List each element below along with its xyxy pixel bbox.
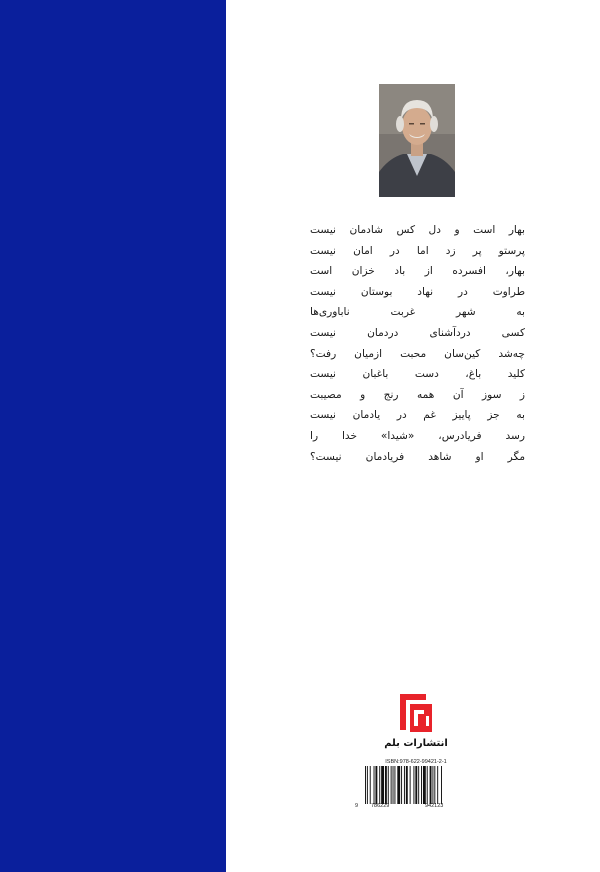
isbn-barcode [355, 766, 477, 804]
poem-line: بهار است و دل کس شادمان نیست [310, 224, 525, 236]
barcode-bar [427, 766, 428, 804]
barcode-bar [434, 766, 435, 804]
barcode-bar [379, 766, 380, 804]
author-photo [379, 84, 455, 197]
barcode-bar [393, 766, 394, 804]
barcode-bar [430, 766, 432, 804]
barcode-bar [410, 766, 411, 804]
poem-line: مگر او شاهد فریادمان نیست؟ [310, 450, 525, 463]
barcode-bar [415, 766, 417, 804]
balam-logo-icon [396, 690, 436, 736]
poem-line: بهار، افسرده از باد خزان است [310, 265, 525, 278]
publisher-name: انتشارات بلم [384, 738, 448, 749]
barcode-bar [365, 766, 366, 804]
barcode-bar [406, 766, 408, 804]
poem-line: به جز پاییز غم در یادمان نیست [310, 409, 525, 422]
barcode-bar [370, 766, 371, 804]
barcode-bar [401, 766, 402, 804]
barcode-bar [432, 766, 433, 804]
poem-line: چه‌شد کین‌سان محبت ازمیان رفت؟ [310, 347, 525, 360]
barcode-bar [418, 766, 419, 804]
barcode-bar [388, 766, 389, 804]
barcode-bar [441, 766, 442, 804]
poem-line: ز سوز آن همه رنج و مصیبت [310, 388, 525, 401]
barcode-bar [374, 766, 375, 804]
barcode-bar [385, 766, 387, 804]
author-portrait-icon [379, 84, 455, 197]
barcode-bar [367, 766, 368, 804]
barcode-bar [413, 766, 414, 804]
poem-line: کلید باغ، دست باغبان نیست [310, 368, 525, 381]
isbn-label: ISBN:978-622-99421-2-1 [385, 759, 447, 765]
poem-line: کسی دردآشنای دردمان نیست [310, 326, 525, 339]
barcode-bar [391, 766, 392, 804]
blue-spine-band [0, 0, 226, 872]
poem-line: رسد فریادرس، «شیدا» خدا را [310, 429, 525, 442]
barcode-right-group: 942123 [425, 803, 444, 809]
barcode-first-digit: 9 [355, 803, 359, 809]
barcode-bar [394, 766, 395, 804]
barcode-bar [421, 766, 422, 804]
barcode-bar [404, 766, 405, 804]
poem-line: طراوت در نهاد بوستان نیست [310, 285, 525, 298]
barcode-bar [397, 766, 400, 804]
barcode-bar [423, 766, 426, 804]
poem-block [310, 220, 525, 467]
barcode-bar [381, 766, 384, 804]
barcode-bar [437, 766, 438, 804]
poem-line: به شهر غربت ناباوری‌ها [310, 306, 525, 319]
barcode-bar [375, 766, 377, 804]
barcode-left-group: 786229 [371, 803, 390, 809]
poem-line: پرستو پر زد اما در امان نیست [310, 244, 525, 257]
barcode-numbers [355, 803, 477, 811]
